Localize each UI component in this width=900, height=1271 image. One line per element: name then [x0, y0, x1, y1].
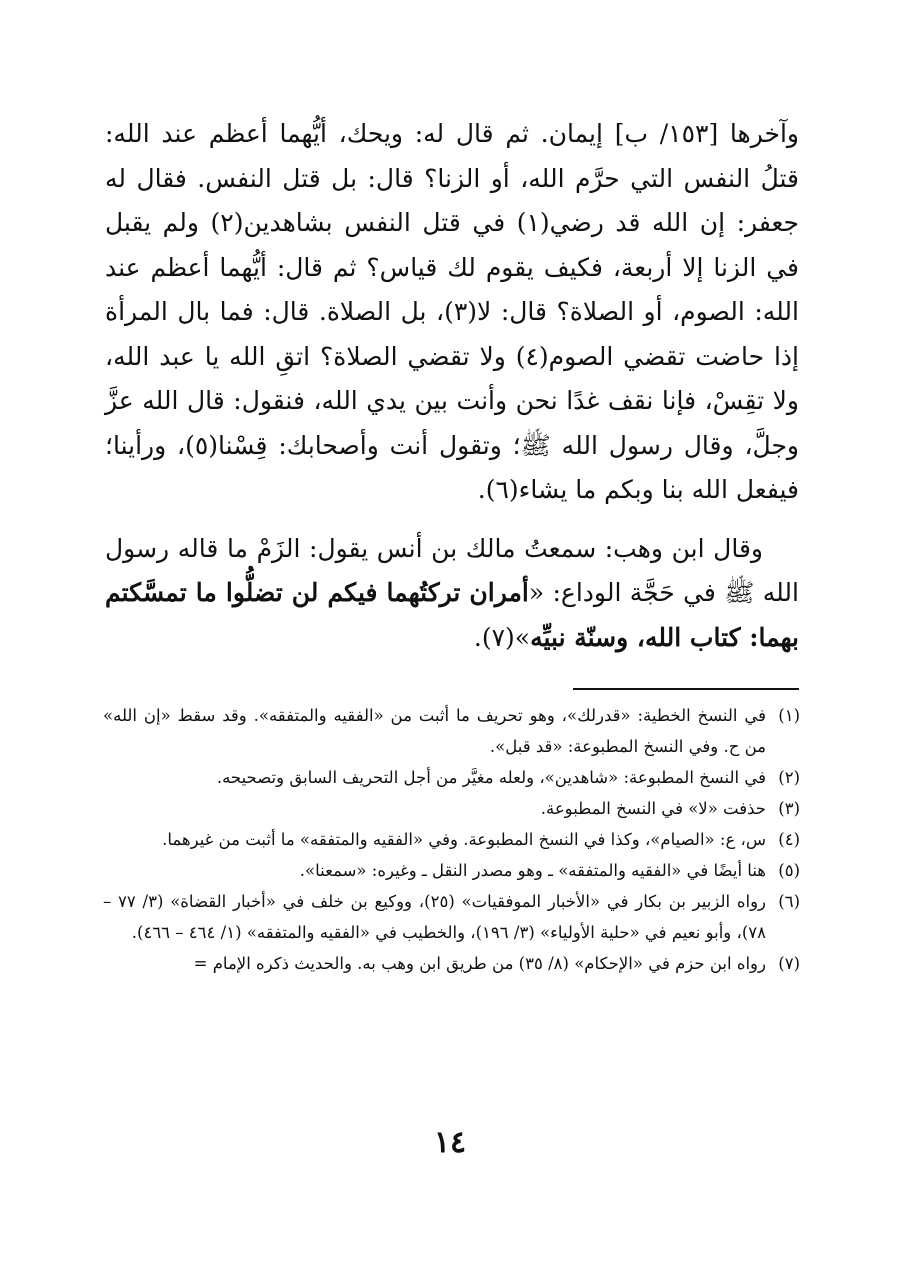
footnote-text: س، ع: «الصيام»، وكذا في النسخ المطبوعة. وفي «الفقيه والمتفقه» ما أثبت من غيرهما.: [162, 830, 766, 849]
footnote-2: [103, 762, 800, 793]
footnote-4: [103, 824, 800, 855]
footnote-separator: [573, 688, 799, 690]
footnote-7: [103, 948, 800, 979]
footnote-number: (١): [778, 706, 800, 725]
footnote-number: (٦): [778, 892, 800, 911]
paragraph-2-tail: »(٧).: [473, 622, 531, 652]
footnote-text: رواه الزبير بن بكار في «الأخبار الموفقيات» (٢٥)، ووكيع بن خلف في «أخبار القضاة» (٣/ ٧٧ – ٧٨)، وأبو نعيم في «حلية الأولياء» (٣/ ١٩٦)، والخطيب في «الفقيه والمتفقه» (١/ ٤٦٤ – ٤٦٦).: [103, 892, 767, 942]
footnote-number: (٧): [778, 954, 800, 973]
footnote-1: [103, 700, 800, 762]
footnotes: [103, 700, 800, 979]
hadith-quote: أمران تركتُهما فيكم لن تضلُّوا ما تمسَّكتم بهما: كتاب الله، وسنّة نبيِّه: [105, 578, 799, 652]
paragraph-1: وآخرها [١٥٣/ ب] إيمان. ثم قال له: ويحك، أيُّهما أعظم عند الله: قتلُ النفس التي حرَّم الله، أو الزنا؟ قال: بل قتل النفس. فقال له جعفر: إن الله قد رضي(١) في قتل النفس بشاهدين(٢) ولم يقبل في الزنا إلا أربعة، فكيف يقوم لك قياس؟ ثم قال: أيُّهما أعظم عند الله: الصوم، أو الصلاة؟ قال: لا(٣)، بل الصلاة. قال: فما بال المرأة إذا حاضت تقضي الصوم(٤) ولا تقضي الصلاة؟ اتقِ الله يا عبد الله، ولا تقِسْ، فإنا نقف غدًا نحن وأنت بين يدي الله، فنقول: قال الله عزَّ وجلَّ، وقال رسول الله ﷺ؛ وتقول أنت وأصحابك: قِسْنا(٥)، ورأينا؛ فيفعل الله بنا وبكم ما يشاء(٦).: [105, 119, 799, 504]
footnote-number: (٣): [778, 799, 800, 818]
footnote-text: رواه ابن حزم في «الإحكام» (٨/ ٣٥) من طريق ابن وهب به. والحديث ذكره الإمام =: [193, 954, 766, 973]
footnote-number: (٥): [778, 861, 800, 880]
paragraph-2: [105, 527, 799, 661]
page-number: ١٤: [433, 1125, 467, 1160]
footnote-number: (٢): [778, 768, 800, 787]
footnote-number: (٤): [778, 830, 800, 849]
main-text: [105, 112, 799, 660]
footnote-3: [103, 793, 800, 824]
footnote-text: حذفت «لا» في النسخ المطبوعة.: [540, 799, 766, 818]
footnote-text: في النسخ الخطية: «قدرلك»، وهو تحريف ما أثبت من «الفقيه والمتفقه». وقد سقط «إن الله» من ح. وفي النسخ المطبوعة: «قد قبل».: [103, 706, 766, 756]
footnote-text: هنا أيضًا في «الفقيه والمتفقه» ـ وهو مصدر النقل ـ وغيره: «سمعنا».: [299, 861, 766, 880]
footnote-text: في النسخ المطبوعة: «شاهدين»، ولعله مغيَّر من أجل التحريف السابق وتصحيحه.: [216, 768, 766, 787]
paragraph-2-lead: وقال ابن وهب: سمعتُ مالك بن أنس يقول: الزَمْ ما قاله رسول الله ﷺ في حَجَّة الوداع: «: [105, 533, 799, 607]
footnote-6: [103, 886, 800, 948]
footnote-5: [103, 855, 800, 886]
